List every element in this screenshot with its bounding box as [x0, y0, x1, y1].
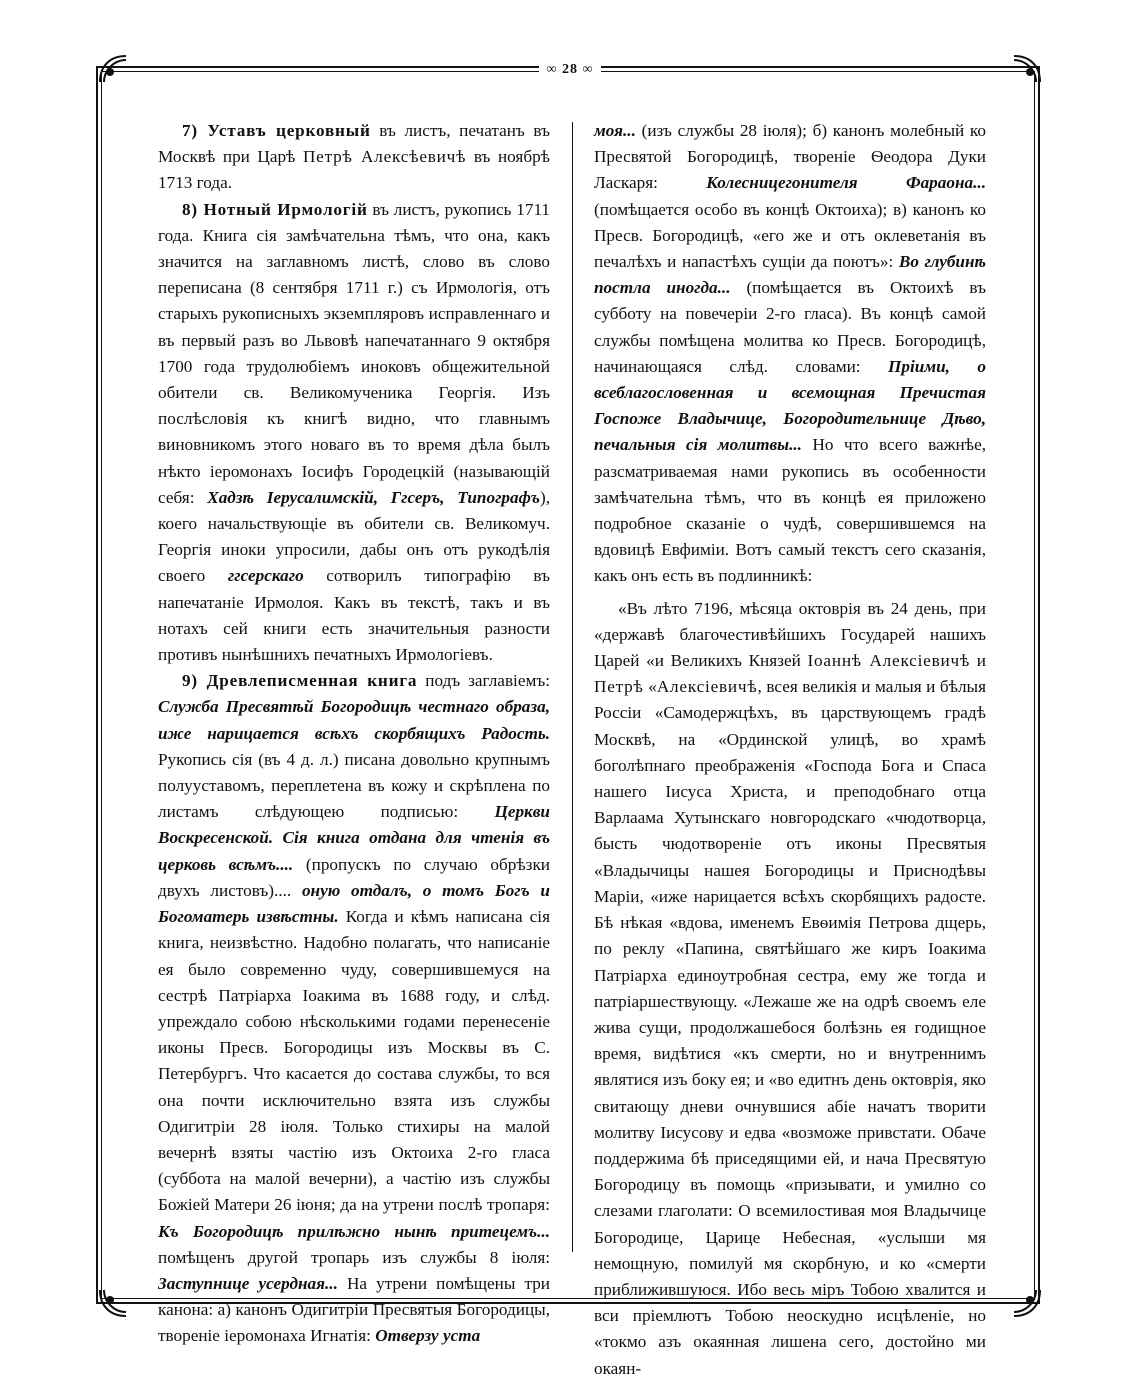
corner-ornament-icon [1010, 1286, 1044, 1320]
item-heading: 9) Древлеписменная книга [182, 671, 418, 691]
italic-quote: оную отдалъ, о томъ Богъ и Богоматерь извѣстны. [158, 880, 550, 927]
text-run: ), коего начальствующіе въ обители св. Великомуч. Георгія иноки упросили, дабы онъ отъ рукодѣлія своего [158, 487, 550, 586]
italic-quote: Къ Богородицѣ прилѣжно нынѣ притецемъ... [158, 1221, 550, 1241]
italic-quote: Церкви Воскресенской. Сія книга отдана для чтенія въ церковь всѣмъ.... [158, 802, 550, 874]
italic-quote: Отверзу уста [375, 1326, 481, 1346]
text-run: (изъ службы 28 іюля); б) канонъ молебный ко Пресвятой Богородицѣ, твореніе Ѳеодора Дуки Ласкаря: [594, 121, 986, 193]
italic-quote: Колесницегонителя Фараона... [706, 173, 986, 193]
text-run: На утрени помѣщены три канона: а) канонъ Одигитріи Пресвятыя Богородицы, твореніе іеромонаха Игнатія: [158, 1273, 550, 1346]
spaced-name: Іоаннѣ Алексіевичѣ [807, 651, 971, 671]
page-number-header: ∞ 28 ∞ [0, 62, 1140, 78]
paragraph-item-7 [158, 118, 550, 197]
paragraph-item-9 [158, 668, 550, 1349]
italic-quote: ггсерскаго [227, 566, 304, 586]
italic-quote: Во глубинѣ постла иногда... [594, 252, 987, 298]
quoted-legend [594, 596, 986, 1382]
column-divider [572, 122, 573, 1252]
text-run: въ листъ, печатанъ въ Москвѣ при Царѣ [158, 121, 550, 167]
text-run: помѣщенъ другой тропарь изъ службы 8 іюля: [158, 1247, 550, 1267]
italic-quote: моя... [594, 121, 636, 140]
text-run: (пропускъ по случаю обрѣзки двухъ листовъ).... [158, 854, 551, 900]
text-run: , всея великія и малыя и бѣлыя Россіи «Самодержцѣхъ, въ царствующемъ градѣ Москвѣ, на «Ординской улицѣ, во храмѣ боголѣпнаго преображенія «Господа Бога и Спаса нашего Іисуса Христа, и преподобнаго отца Варлаама Хутынскаго новгородскаго «чюдотворца, бысть чюдотвореніе отъ иконы Пресвятыя «Владычицы нашея Богородицы и Приснодѣвы Маріи, «иже нарицается всѣхъ скорбящихъ радосте. Бѣ нѣкая «вдова, именемъ Евѳимія Петрова дщерь, по реклу «Папина, святѣйшаго же киръ Іоакима Патріарха единоутробная сестра, ему же тогда и патріаршествующу. «Лежаше же на одрѣ своемъ еле жива сущи, продолжашебося болѣзнь ея годищное время, видѣтися «къ смерти, но и внутреннимъ являтися изъ боку ея; и «во едитнъ день октоврія, яко свитающу дневи очнувшися абіе начатъ творити молитву Іисусову и едва «возможе привстати. Обаче поддержима бѣ приседящими ей, и нача Пресвятую Богородицу въ помощь «призывати, и умилно со слезами глаголати: О всемилостивая моя Владычице Богородице, Царице Небесная, «услыши мя немощную, помилуй мя скорбную, и ко «смерти приближившуюся. Ибо весь міръ Тобою хвалится и вси пріемлютъ Тобою неоскудно исцѣленіе, но «токмо азъ окаянная лишена сего, достойно ми окаян- [594, 677, 986, 1378]
text-run: и [970, 651, 987, 671]
page-number: 28 [562, 62, 578, 77]
text-run: Рукопись сія (въ 4 д. л.) писана довольно крупнымъ полууставомъ, переплетена въ кожу и скрѣплена по листамъ слѣдующею подписью: [158, 749, 550, 822]
italic-quote: Хадзѣ Іерусалимскій, Ггсеръ, Типографъ [207, 487, 540, 507]
text-run: (помѣщается особо въ концѣ Октоиха); в) канонъ ко Пресв. Богородицѣ, «его же и отъ оклеветанія въ печалѣхъ и напастѣхъ сущіи да поютъ»: [594, 199, 986, 272]
right-column [594, 118, 986, 1382]
text-run: въ листъ, рукопись 1711 года. Книга сія замѣчательна тѣмъ, что она, какъ значится на заглавномъ листѣ, слово въ слово переписана (8 сентября 1711 г.) съ Ирмологія, отъ старыхъ рукописныхъ экземпляровъ исправленнаго и въ первый разъ во Львовѣ напечатаннаго 9 октября 1700 года трудолюбіемъ иноковъ общежительной обители св. Великомученика Георгія. Изъ послѣсловія къ книгѣ видно, что главнымъ виновникомъ этого новаго въ то время дѣла былъ нѣкто іеромонахъ Іосифъ Городецкій (называющій себя: [158, 199, 550, 507]
text-run: Когда и кѣмъ написана сія книга, неизвѣстно. Надобно полагать, что написаніе ея было современно чуду, совершившемуся на сестрѣ Патріарха Іоакима въ 1688 году, и слѣд. упреждало собою нѣсколькими годами перенесеніе иконы Пресв. Богородицы изъ Москвы въ С. Петербургъ. Что касается до состава службы, то вся она почти исключительно взята изъ службы Одигитріи 28 іюля. Только стихиры на малой вечернѣ взяты частію изъ Октоиха 2-го гласа (суббота на малой вечерни), а частію изъ службы Божіей Матери 26 іюня; да на утрени послѣ тропаря: [158, 907, 550, 1215]
text-run: Но что всего важнѣе, разсматриваемая нами рукопись въ особенности замѣчательна тѣмъ, что въ концѣ ея приложено подробное сказаніе о чудѣ, совершившемся на вдовицѣ Евфиміи. Вотъ самый текстъ сего сказанія, какъ онъ есть въ подлинникѣ: [594, 435, 986, 586]
spaced-name: Петрѣ Алексѣевичѣ [302, 147, 467, 167]
spaced-name: Петрѣ [594, 677, 644, 697]
item-heading: 7) Уставъ церковный [182, 121, 371, 140]
text-run: въ ноябрѣ 1713 года. [158, 147, 550, 193]
text-run: «Въ лѣто 7196, мѣсяца октоврія въ 24 день, при «державѣ благочестивѣйшихъ Государей нашихъ Царей «и Великихъ Князей [594, 598, 986, 671]
italic-quote: Заступнице усердная... [158, 1273, 338, 1293]
spaced-name: Алексіевичѣ [656, 677, 758, 697]
text-run: подъ заглавіемъ: [417, 671, 550, 691]
text-run: « [643, 677, 657, 697]
paragraph-continuation [594, 118, 986, 590]
item-heading: 8) Нотный Ирмологій [182, 199, 368, 219]
text-run: (помѣщается въ Октоихѣ въ субботу на повечеріи 2-го гласа). Въ концѣ самой службы помѣщена молитва ко Пресв. Богородицѣ, начинающаяся слѣд. словами: [594, 278, 986, 376]
text-run: сотворилъ типографію въ напечатаніе Ирмолоя. Какъ въ текстѣ, такъ и въ нотахъ сей книги есть значительныя разности противъ нынѣшнихъ печатныхъ Ирмологіевъ. [158, 566, 550, 665]
italic-quote: Пріими, о всеблагословенная и всемощная Пречистая Госпоже Владычице, Богородительнице Дѣво, печальныя сія молитвы... [594, 356, 986, 455]
left-column [158, 118, 550, 1350]
italic-quote: Служба Пресвятѣй Богородицѣ честнаго образа, иже нарицается всѣхъ скорбящихъ Радость. [158, 697, 550, 743]
corner-ornament-icon [96, 1286, 130, 1320]
paragraph-item-8 [158, 197, 550, 669]
